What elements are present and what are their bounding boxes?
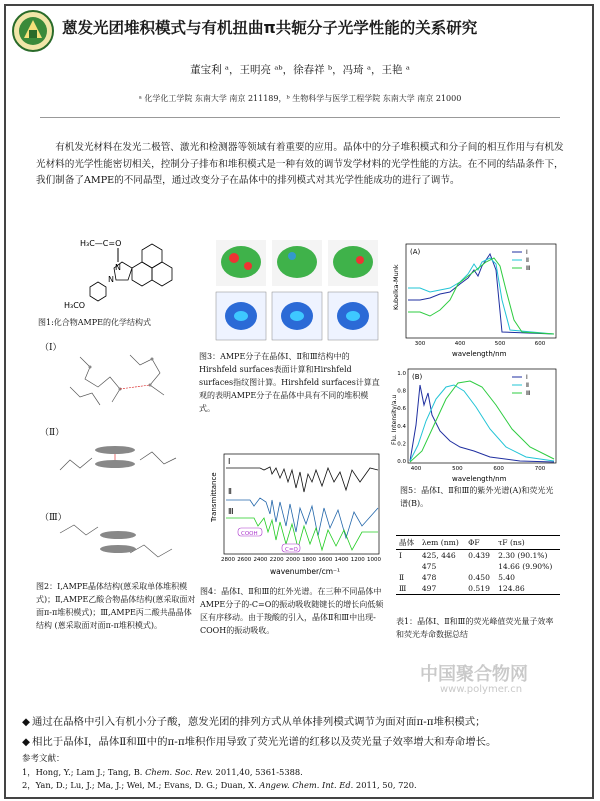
list-item: ◆ 通过在晶格中引入有机小分子酸，蒽发光团的排列方式从单体排列模式调节为面对面π-π堆积模式； xyxy=(22,712,582,732)
table-header-tau: τF (ns) xyxy=(498,538,525,547)
watermark-url: www.polymer.cn xyxy=(440,684,523,695)
fig1-caption: 图1:化合物AMPE的化学结构式 xyxy=(38,318,151,327)
bullet-icon: ◆ xyxy=(22,716,30,728)
fl-ytick: 0.6 xyxy=(397,406,406,413)
fl-xlabel: wavelength/nm xyxy=(452,475,507,483)
uv-panel-label: (A) xyxy=(410,248,421,256)
ir-xtick: 1600 xyxy=(318,557,333,563)
fl-legend-I: Ⅰ xyxy=(526,374,528,381)
methoxy-label: H₃CO xyxy=(64,301,86,310)
list-item: ◆ 相比于晶体Ⅰ，晶体Ⅱ和Ⅲ中的π-π堆积作用导致了荧光光谱的红移以及荧光量子效率增大和寿命增长。 xyxy=(22,732,582,752)
fluorescence-spectrum-chart xyxy=(390,365,560,483)
photophysical-data-table xyxy=(396,535,560,595)
n-label-1: N xyxy=(115,263,121,272)
ir-xtick: 2600 xyxy=(237,557,252,563)
table-header-crystal: 晶体 xyxy=(399,538,415,547)
uv-xlabel: wavelength/nm xyxy=(452,350,507,358)
conclusion-list xyxy=(22,712,582,752)
ir-ylabel: Transmittance xyxy=(210,472,218,522)
fl-ytick: 1.0 xyxy=(397,371,406,377)
crystal-structure-III xyxy=(40,505,195,577)
ir-series-label-II: Ⅱ xyxy=(228,487,232,496)
acetyl-label: H₃C—C=O xyxy=(80,239,122,248)
ir-annotation-cooh: COOH xyxy=(241,531,258,537)
hirshfeld-surface-images xyxy=(214,238,382,342)
header-divider xyxy=(40,117,560,118)
uv-xtick: 500 xyxy=(494,341,506,347)
ir-xtick: 2200 xyxy=(269,557,284,563)
references-list xyxy=(22,766,582,792)
table-row: Ⅰ 425, 446 0.439 2.30 (90.1%) xyxy=(399,551,548,560)
ir-xlabel: wavenumber/cm⁻¹ xyxy=(270,567,340,576)
fl-panel-label: (B) xyxy=(412,373,423,381)
ir-xtick: 2400 xyxy=(253,557,268,563)
ir-xtick: 1000 xyxy=(367,557,381,563)
fl-xtick: 400 xyxy=(410,466,422,472)
uv-spectrum-chart xyxy=(390,240,560,358)
table-row: Ⅱ 478 0.450 5.40 xyxy=(399,573,515,582)
uv-xtick: 300 xyxy=(414,341,426,347)
ampe-structure-diagram xyxy=(60,232,190,310)
watermark-text: 中国聚合物网 xyxy=(420,664,528,685)
n-label-2: N xyxy=(108,275,114,284)
table-row: 475 14.66 (9.90%) xyxy=(421,562,553,571)
intro-paragraph: 有机发光材料在发光二极管、激光和检测器等领域有着重要的应用。晶体中的分子堆积模式和分子间的相互作用与有机发光材料的光学性能密切相关，控制分子排布和堆积模式是一种有效的调节发学材料的光学性能的方法。在不同的结晶条件下，我们制备了AMPE的不同晶型，通过改变分子在晶体中的排列模式对其光学性能成功的进行了调节。 xyxy=(36,142,564,186)
ir-annotation-co: C=O xyxy=(285,547,298,553)
fl-legend-III: Ⅲ xyxy=(526,390,531,397)
table-caption: 表1：晶体Ⅰ、Ⅱ和Ⅲ的荧光峰值荧光量子效率和荧光寿命数据总结 xyxy=(396,617,554,639)
fl-xtick: 700 xyxy=(534,466,546,472)
fl-xtick: 500 xyxy=(452,466,463,472)
poster-border-left xyxy=(4,4,6,799)
poster-border-right xyxy=(592,4,594,799)
poster-border-bottom xyxy=(4,797,594,799)
ir-xtick: 2000 xyxy=(285,557,300,563)
reference-item: 1，Hong, Y.; Lam J.; Tang, B. Chem. Soc. Rev. 2011,40, 5361-5388. xyxy=(22,767,303,777)
page-title: 蒽发光团堆积模式与有机扭曲π共轭分子光学性能的关系研究 xyxy=(62,19,478,37)
references-heading: 参考文献： xyxy=(22,754,65,764)
crystal-label-III: （Ⅲ） xyxy=(40,513,67,523)
ir-series-label-I: Ⅰ xyxy=(228,457,231,466)
authors: 董宝利 ᵃ，王明亮 ᵃᵇ，徐春祥 ᵇ，冯琦 ᵃ，王艳 ᵃ xyxy=(190,64,410,76)
university-logo xyxy=(12,10,54,52)
ir-xtick: 1200 xyxy=(350,557,365,563)
fig5-caption: 图5：晶体Ⅰ、Ⅱ和Ⅲ的紫外光谱(A)和荧光光谱(B)。 xyxy=(400,486,554,508)
ir-xtick: 2800 xyxy=(221,557,235,563)
uv-legend-I: Ⅰ xyxy=(526,249,528,256)
fl-ytick: 0.4 xyxy=(397,423,406,430)
reference-item: 2，Yan, D.; Lu, J.; Ma, J.; Wei, M.; Evans, D. G.; Duan, X. Angew. Chem. Int. Ed. 2011, 50, 720. xyxy=(22,780,417,790)
crystal-structure-II xyxy=(40,420,195,498)
ir-xtick: 1400 xyxy=(334,557,349,563)
table-row: Ⅲ 497 0.519 124.86 xyxy=(396,583,560,595)
poster-border-top xyxy=(4,4,594,6)
fl-ytick: 0.0 xyxy=(397,459,406,465)
fig3-caption: 图3：AMPE分子在晶体Ⅰ、Ⅱ和Ⅲ结构中的Hirshfeld surfaces表面计算和Hirshfeld surfaces指纹图计算。Hirshfeld surfaces计算直观的表明AMPE分子在晶体中具有不同的堆积模式。 xyxy=(199,352,380,413)
fl-ytick: 0.2 xyxy=(397,441,406,448)
ir-spectrum-chart xyxy=(210,452,382,577)
crystal-label-II: （Ⅱ） xyxy=(40,428,65,438)
fl-ytick: 0.8 xyxy=(397,388,406,395)
affiliation: ᵃ 化学化工学院 东南大学 南京 211189，ᵇ 生物科学与医学工程学院 东南大学 南京 21000 xyxy=(138,94,462,103)
fl-legend-II: Ⅱ xyxy=(526,382,529,389)
fig4-caption: 图4：晶体Ⅰ、Ⅱ和Ⅲ的红外光谱。在三种不同晶体中AMPE分子的-C=O的振动吸收随键长的增长向低频区有序移动。由于羧酸的引入，晶体Ⅱ和Ⅲ中出现-COOH的振动吸收。 xyxy=(200,587,384,635)
fl-xtick: 600 xyxy=(493,466,504,472)
crystal-structure-I xyxy=(40,335,195,413)
ir-xtick: 1800 xyxy=(302,557,317,563)
table-header-lambda: λem (nm) xyxy=(421,538,459,547)
crystal-label-I: （Ⅰ） xyxy=(40,343,62,353)
ir-series-label-III: Ⅲ xyxy=(228,507,234,516)
uv-xtick: 400 xyxy=(454,341,466,347)
uv-legend-III: Ⅲ xyxy=(526,265,531,272)
fig2-caption: 图2：Ⅰ,AMPE晶体结构(蒽采取单体堆积模式)；Ⅱ,AMPE乙酸合物晶体结构(蒽采取面对面π-π堆积模式)；Ⅲ,AMPE丙二酸共晶晶体结构 (蒽采取面对面π-π堆积模式)。 xyxy=(36,582,196,630)
table-header-phi: ΦF xyxy=(468,538,480,547)
uv-legend-II: Ⅱ xyxy=(526,257,529,264)
fl-ylabel: Flu. Intensity/a.u xyxy=(391,394,398,445)
bullet-icon: ◆ xyxy=(22,736,30,748)
uv-ylabel: Kubelka-Munk xyxy=(392,264,400,310)
uv-xtick: 600 xyxy=(534,341,546,347)
